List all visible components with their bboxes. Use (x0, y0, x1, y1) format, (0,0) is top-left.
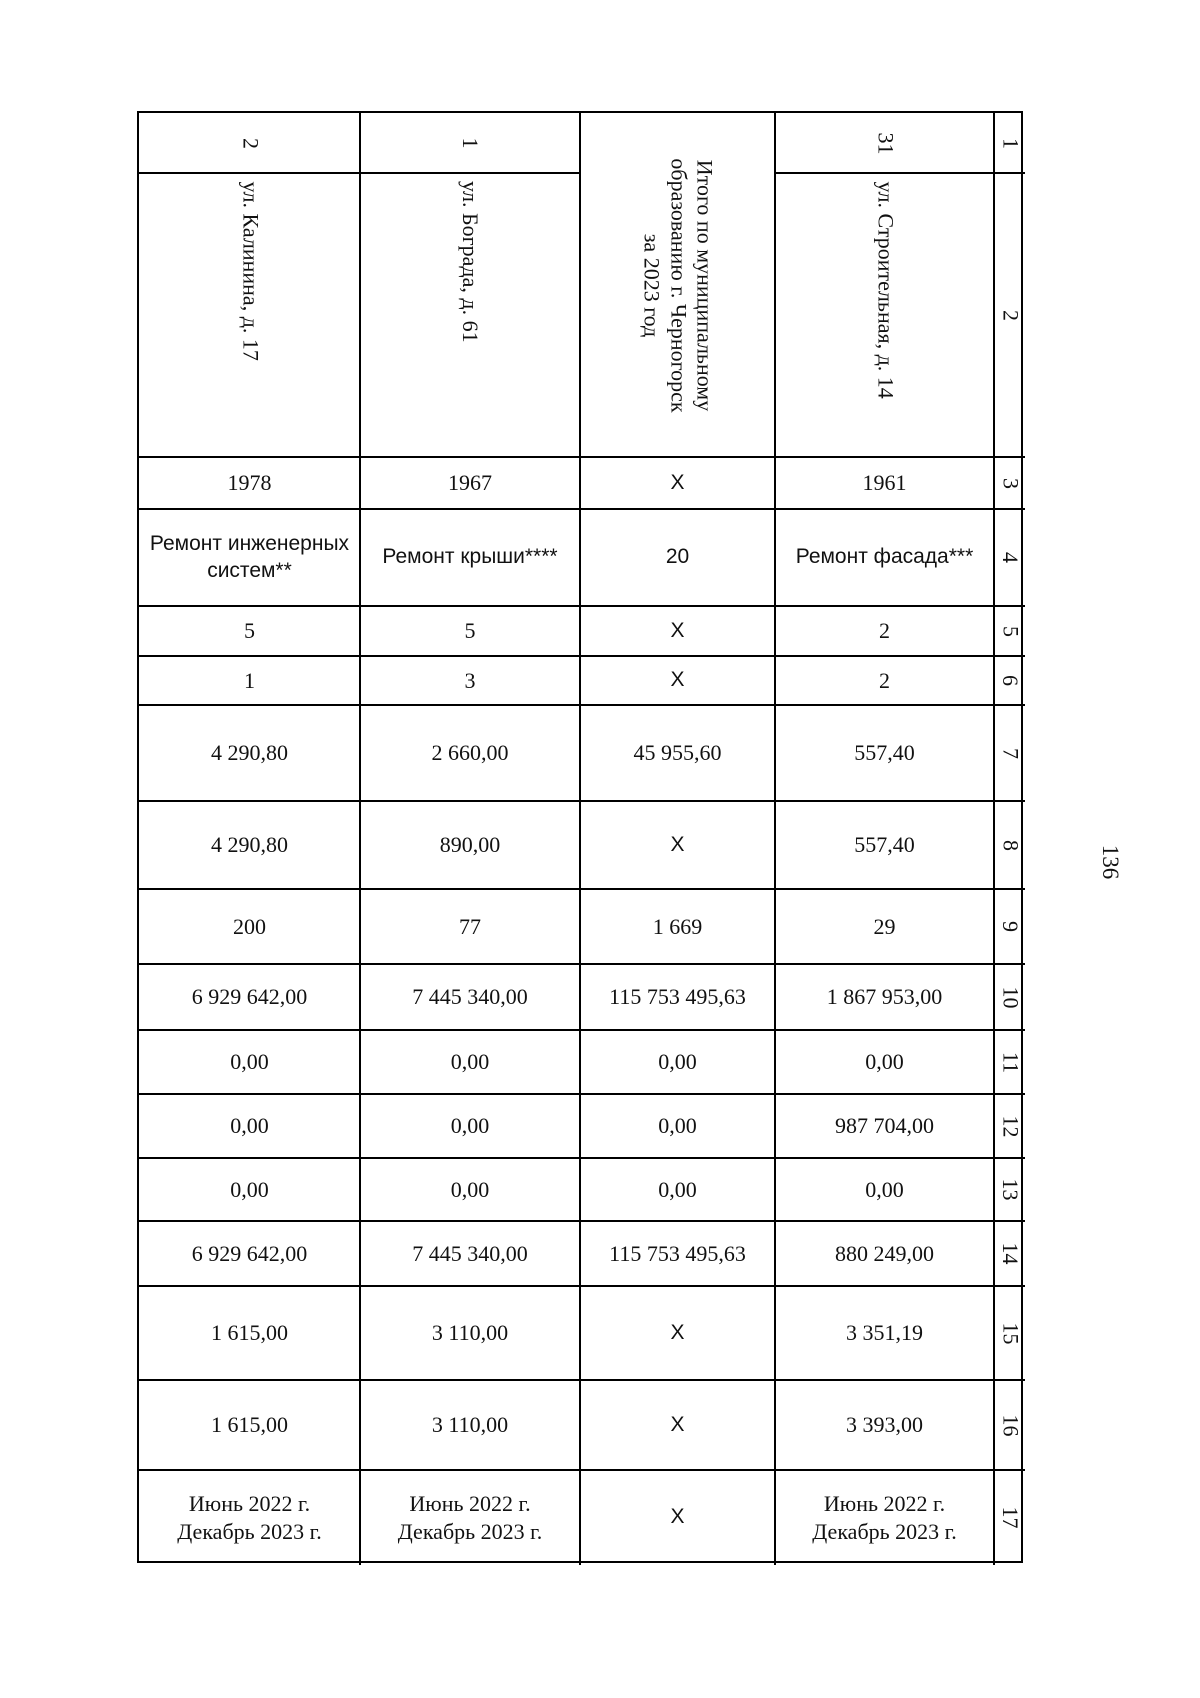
value-c16: 1 615,00 (211, 1412, 288, 1438)
value-c8: 557,40 (854, 832, 915, 858)
value-c16: X (670, 1412, 685, 1436)
value-c7: 557,40 (854, 740, 915, 766)
value-c13: 0,00 (450, 1176, 490, 1202)
value-c16: 3 110,00 (431, 1412, 509, 1438)
value-c9: 77 (459, 913, 481, 939)
value-c15: 1 615,00 (211, 1320, 288, 1346)
value-c17: Июнь 2022 г. Декабрь 2023 г. (397, 1491, 543, 1544)
total-label: Итого по муниципальному образованию г. Черногорск за 2023 год (639, 157, 718, 413)
column-number: 14 (997, 1242, 1023, 1265)
value-c6: 2 (879, 667, 890, 693)
value-c10: 6 929 642,00 (191, 984, 308, 1010)
column-number: 9 (997, 921, 1023, 932)
value-c14: 115 753 495,63 (609, 1240, 746, 1266)
column-number: 6 (997, 675, 1023, 686)
row-number: 2 (237, 137, 263, 149)
value-c5: 5 (464, 618, 476, 644)
value-c14: 7 445 340,00 (412, 1240, 528, 1266)
value-c15: X (670, 1320, 685, 1344)
column-number: 11 (997, 1051, 1023, 1073)
work-type: 20 (665, 545, 690, 569)
column-number: 1 (997, 137, 1023, 149)
value-c11: 0,00 (450, 1049, 490, 1075)
value-c5: 2 (879, 618, 890, 644)
value-c7: 4 290,80 (211, 740, 288, 766)
work-type: Ремонт инженерных систем** (149, 532, 350, 582)
column-number: 2 (997, 309, 1023, 321)
column-number: 16 (997, 1414, 1023, 1436)
value-c14: 6 929 642,00 (191, 1240, 308, 1266)
value-c6: X (670, 668, 685, 692)
value-c12: 0,00 (658, 1113, 697, 1139)
column-number: 4 (997, 552, 1023, 563)
column-number: 10 (997, 986, 1023, 1008)
value-c13: 0,00 (865, 1176, 904, 1202)
value-c14: 880 249,00 (835, 1240, 934, 1266)
row-number: 1 (458, 137, 484, 149)
value-c7: 2 660,00 (431, 740, 509, 766)
column-number: 13 (997, 1178, 1023, 1201)
value-c10: 115 753 495,63 (609, 984, 746, 1010)
build-year: X (670, 470, 685, 494)
value-c15: 3 110,00 (431, 1320, 509, 1346)
column-number: 8 (997, 839, 1023, 851)
value-c6: 3 (464, 667, 476, 693)
value-c8: 890,00 (439, 832, 501, 858)
work-type: Ремонт фасада*** (795, 545, 974, 569)
value-c5: 5 (244, 618, 255, 644)
value-c7: 45 955,60 (633, 740, 722, 766)
value-c11: 0,00 (865, 1049, 904, 1075)
column-number: 12 (997, 1115, 1023, 1137)
build-year: 1978 (227, 470, 272, 496)
value-c12: 0,00 (450, 1113, 490, 1139)
value-c13: 0,00 (658, 1176, 697, 1202)
value-c15: 3 351,19 (846, 1320, 923, 1346)
value-c11: 0,00 (658, 1049, 697, 1075)
value-c11: 0,00 (230, 1049, 269, 1075)
value-c12: 0,00 (230, 1113, 269, 1139)
column-number: 3 (997, 477, 1023, 489)
value-c10: 1 867 953,00 (826, 984, 943, 1010)
address: ул. Калинина, д. 17 (237, 181, 263, 361)
column-number: 17 (997, 1506, 1023, 1529)
value-c5: X (670, 618, 685, 642)
page-number: 136 (1098, 844, 1123, 880)
value-c17: X (670, 1505, 685, 1529)
value-c10: 7 445 340,00 (412, 984, 528, 1010)
value-c17: Июнь 2022 г. Декабрь 2023 г. (812, 1491, 957, 1544)
build-year: 1967 (448, 470, 492, 496)
work-type: Ремонт крыши**** (382, 545, 558, 569)
value-c9: 1 669 (652, 913, 703, 939)
build-year: 1961 (862, 470, 907, 496)
value-c6: 1 (244, 667, 255, 693)
value-c12: 987 704,00 (835, 1113, 934, 1139)
address: ул. Строительная, д. 14 (872, 181, 898, 399)
address: ул. Бограда, д. 61 (458, 181, 484, 343)
value-c13: 0,00 (230, 1176, 269, 1202)
value-c9: 200 (233, 913, 266, 939)
row-number: 31 (872, 132, 898, 154)
value-c16: 3 393,00 (846, 1412, 923, 1438)
column-number: 15 (997, 1322, 1023, 1344)
value-c17: Июнь 2022 г. Декабрь 2023 г. (177, 1491, 322, 1544)
value-c8: X (670, 832, 685, 856)
data-table (137, 111, 1023, 1563)
value-c8: 4 290,80 (211, 832, 288, 858)
value-c9: 29 (873, 913, 896, 939)
column-number: 7 (997, 747, 1023, 759)
column-number: 5 (997, 625, 1023, 637)
